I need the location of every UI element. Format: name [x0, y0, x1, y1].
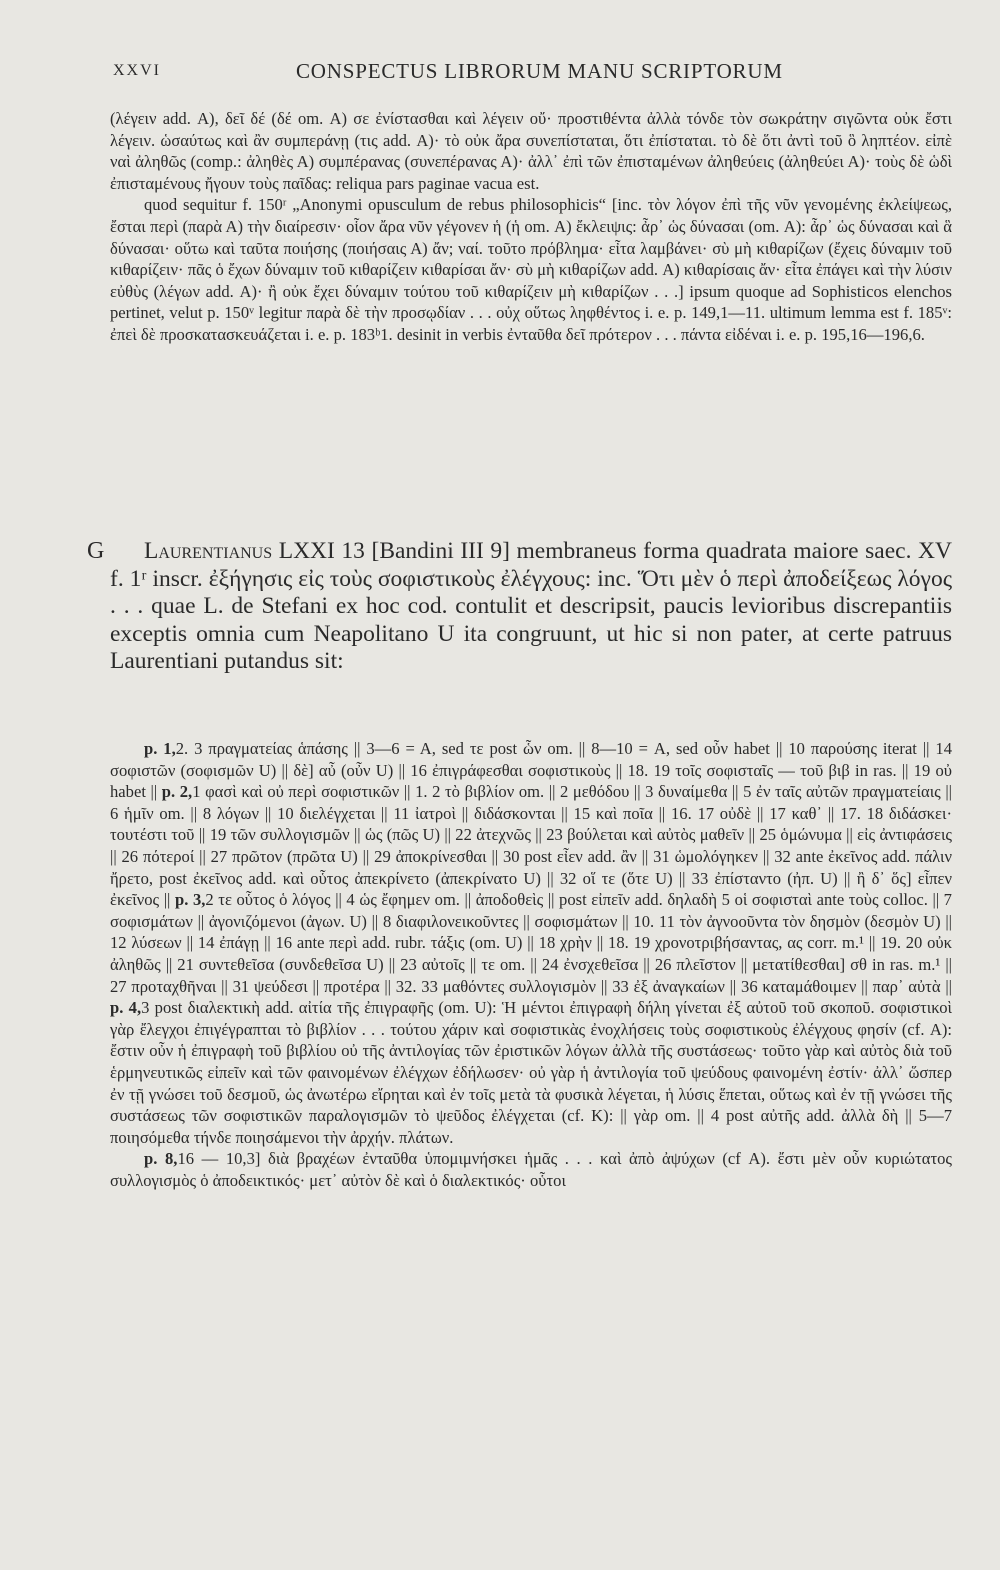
manuscript-description-text: LXXI 13 [Bandini III 9] membraneus forma quadrata maiore saec. XV f. 1ʳ inscr. ἐξήγησις εἰς τοὺς σοφιστικοὺς ἐλέγχους: inc. Ὅτι μὲν ὁ περὶ ἀποδείξεως λόγος . . . quae L. de Stefani ex hoc cod. contulit et descripsit, paucis levioribus discrepantiis exceptis omnia cum Neapolitano U ita congruunt, ut hic si non pater, at certe patruus Laurentiani putandus sit:	[110, 538, 952, 675]
collation-notes	[110, 738, 952, 1191]
collation-text-3: 2 τε οὗτος ὁ λόγος || 4 ὡς ἔφημεν om. || ἀποδοθεὶς || post εἰπεῖν add. δηλαδὴ 5 οἱ σοφισταὶ ante τοὺς colloc. || 7 σοφισμάτων || ἀγονιζόμενοι (ἀγων. U) || 8 διαφιλονεικοῦντες || σοφισμάτων || 10. 11 τὸν ἀγνοοῦντα τὸν δησμὸν (δεσμὸν U) || 12 λύσεων || 14 ἐπάγῃ || 16 ante περὶ add. rubr. τάξις (om. U) || 18 χρὴν || 18. 19 χρονοτριβήσαντας, ας corr. m.¹ || 19. 20 οὐκ ἀληθῶς || 21 συντεθεῖσα (συνδεθεῖσα U) || 23 αὐτοῖς || τε om. || 24 ἐνσχεθεῖσα || 26 πλεῖστον || μετατίθεσθαι] σθ in ras. m.¹ || 27 προταχθῆναι || 31 ψεύδεσι || προτέρα || 32. 33 μαθόντες συλλογισμὸν || 33 ἐξ ἀναγκαίων || 36 καταμάθοιμεν || παρ᾽ αὐτὰ ||	[110, 890, 952, 996]
manuscript-description	[110, 538, 952, 676]
collation-text-4: 3 post διαλεκτικὴ add. αἰτία τῆς ἐπιγραφῆς (om. U): Ἡ μέντοι ἐπιγραφὴ δήλη γίνεται ἐξ αὐτοῦ τοῦ σκοποῦ. σοφιστικοὶ γὰρ ἔλεγχοι ἐπιγέγραπται τὸ βιβλίον . . . τούτου χάριν καὶ σοφιστικὰς ἐνοχλήσεις τοὺς σοφιστικοὺς ἐλέγχους φησίν (cf. Α): ἔστιν οὖν ἡ ἐπιγραφὴ τοῦ βιβλίου οὐ τῆς ἀντιλογίας τῶν ἐριστικῶν λόγων ἀλλὰ τῆς συστάσεως· τοῦτο γὰρ καὶ αὐτὸς διὰ τοῦ ἑρμηνευτικῶς εἰπεῖν καὶ τῶν φαινομένων ἐλέγχων ἐδήλωσεν· οὐ γὰρ ἡ ἀντιλογία τοῦ ψεύδους φαινομένη ἐστίν· ἀλλ᾽ ὥσπερ ἐν τῇ γνώσει τοῦ δεσμοῦ, ὡς ἀνωτέρω εἴρηται καὶ ἐν τοῖς μετὰ τὰ φυσικὰ λέγεται, ἡ λύσις ἕπεται, οὕτως καὶ ἐν τῇ γνώσει τῆς συστάσεως τῶν σοφιστικῶν παραλογισμῶν τὸ ψεῦδος ἐλέγχεται (cf. K): || γὰρ om. || 4 post αὐτῆς add. ἀλλὰ δὴ || 5—7 ποιησόμεθα τήνδε ποιησάμενοι τὴν ἀρχήν. πλάτων.	[110, 998, 952, 1147]
collation-text-5: 16 — 10,3] διὰ βραχέων ἐνταῦθα ὑπομιμνήσκει ἡμᾶς . . . καὶ ἀπὸ ἀψύχων (cf Α). ἔστι μὲν οὖν κυριώτατος συλλογισμὸς ὁ ἀποδεικτικός· μετ᾽ αὐτὸν δὲ καὶ ὁ διαλεκτικός· οὗτοι	[110, 1149, 952, 1190]
commentary-paragraph-2: quod sequitur f. 150ʳ „Anonymi opusculum de rebus philosophicis“ [inc. τὸν λόγον ἐπὶ τῆς νῦν γενομένης ἐκλείψεως, ἔσται περὶ (παρὰ Α) τὴν διαίρεσιν· οἷον ἄρα νῦν γέγονεν ἡ (ἡ om. Α) ἔκλειψις: ἆρ᾽ ὡς δύνασαι (om. Α): ἆρ᾽ ὡς δύνασαι καὶ ἃ δύνασαι· οὕτω καὶ ταῦτα ποιήσης (ποιήσαις Α) ἄν; ναί. τοῦτο πρόβλημα· εἶτα λαμβάνει· σὺ μὴ κιθαρίζων (ἔχεις δύναμιν τοῦ κιθαρίζειν· πᾶς ὁ ἔχων δύναμιν τοῦ κιθαρίζειν κιθαρίσαι ἄν· σὺ μὴ κιθαρίζων add. Α) κιθαρίσαις ἄν· εἶτα ἐπάγει καὶ τὴν λύσιν εὐθὺς (λέγων add. Α)· ἢ οὐκ ἔχει δύναμιν τούτου τοῦ κιθαρίζειν μὴ κιθαρίζων . . .] ipsum quoque ad Sophisticos elenchos pertinet, velut p. 150ᵛ legitur παρὰ δὲ τὴν προσῳδίαν . . . οὐχ οὕτως ληφθέντος i. e. p. 149,1—11. ultimum lemma est f. 185ᵛ: ἐπεὶ δὲ προσκατασκευάζεται i. e. p. 183ᵇ1. desinit in verbis ἐνταῦθα δεῖ πρότερον . . . πάντα εἰδέναι i. e. p. 195,16—196,6.	[110, 195, 952, 344]
page-ref-3: p. 3,	[174, 890, 206, 910]
page-ref-2: p. 2,	[161, 782, 193, 802]
manuscript-name: Laurentianus	[144, 538, 273, 564]
commentary-paragraph-1: (λέγειν add. Α), δεῖ δέ (δέ om. Α) σε ἐνίστασθαι καὶ λέγειν οὔ· προστιθέντα ἀλλὰ τόνδε τὸν σωκράτην σιγῶντα οὐκ ἔστι λέγειν. ὡσαύτως καὶ ἂν συμπεράνῃ (τις add. Α)· τὸ οὐκ ἄρα συνεπίσταται, ὅτι ἐπίσταται. τὸ δὲ ὅτι ἀντὶ τοῦ ὃ ληπτέον. εἰπὲ ναὶ ἀληθῶς (comp.: ἀληθὲς Α) συμπέρανας (συνεπέρανας Α)· ἀλλ᾽ ἐπὶ τῶν ἐπισταμένων ἀληθεύεις (ἀληθεύει Α)· τοὺς δὲ ὡδὶ ἐπισταμένους ἤγουν τοὺς παῖδας: reliqua pars paginae vacua est.	[110, 109, 952, 193]
page-number: XXVI	[113, 62, 161, 79]
collation-text-2: 1 φασὶ καὶ οὐ περὶ σοφιστικῶν || 1. 2 τὸ βιβλίον om. || 2 μεθόδου || 3 δυναίμεθα || 5 ἐν ταῖς αὐτῶν πραγματείαις || 6 ἡμῖν om. || 8 λόγων || 10 διελέγχεται || 11 ἰατροὶ || διδάσκονται || 15 καὶ ποῖα || 16. 17 οὐδὲ || 17 καθ᾽ || 17. 18 διδάσκει· τουτέστι τοῦ || 19 τῶν συλλογισμῶν || ὡς (πῶς U) || 22 ἀτεχνῶς || 23 βούλεται καὶ αὐτὸς μαθεῖν || 25 ὁμώνυμα || εἰς ἀντιφάσεις || 26 πότεροί || 27 πρῶτον (πρῶτα U) || 29 ἀποκρίνεσθαι || 30 post εἶεν add. ἂν || 31 ὡμολόγηκεν || 32 ante ἐκεῖνος add. πάλιν ἤρετο, post ἐκεῖνος add. καὶ οὗτος ἀπεκρίνετο (ἀπεκρίνατο U) || 32 οἵ τε (ὅτε U) || 33 ἐπίσταντο (ἠπ. U) || ἢ δ᾽ ὅς] εἶπεν ἐκεῖνος ||	[110, 782, 952, 910]
top-commentary	[110, 108, 952, 346]
collation-text-1: 2. 3 πραγματείας ἁπάσης || 3—6 = Α, sed τε post ὧν om. || 8—10 = Α, sed οὖν habet || 10 παρούσης iterat || 14 σοφιστῶν (σοφισμῶν U) || δὲ] αὖ (οὖν U) || 16 ἐπιγράφεσθαι σοφιστικοὺς || 18. 19 τοῖς σοφισταῖς — τοῦ βιβ in ras. || 19 οὐ habet ||	[110, 739, 952, 802]
running-title: CONSPECTUS LIBRORUM MANU SCRIPTORUM	[296, 59, 783, 83]
page-ref-1: p. 1,	[144, 739, 176, 758]
page-ref-5: p. 8,	[144, 1149, 178, 1169]
manuscript-siglum: G	[87, 538, 105, 564]
page-ref-4: p. 4,	[110, 998, 142, 1018]
